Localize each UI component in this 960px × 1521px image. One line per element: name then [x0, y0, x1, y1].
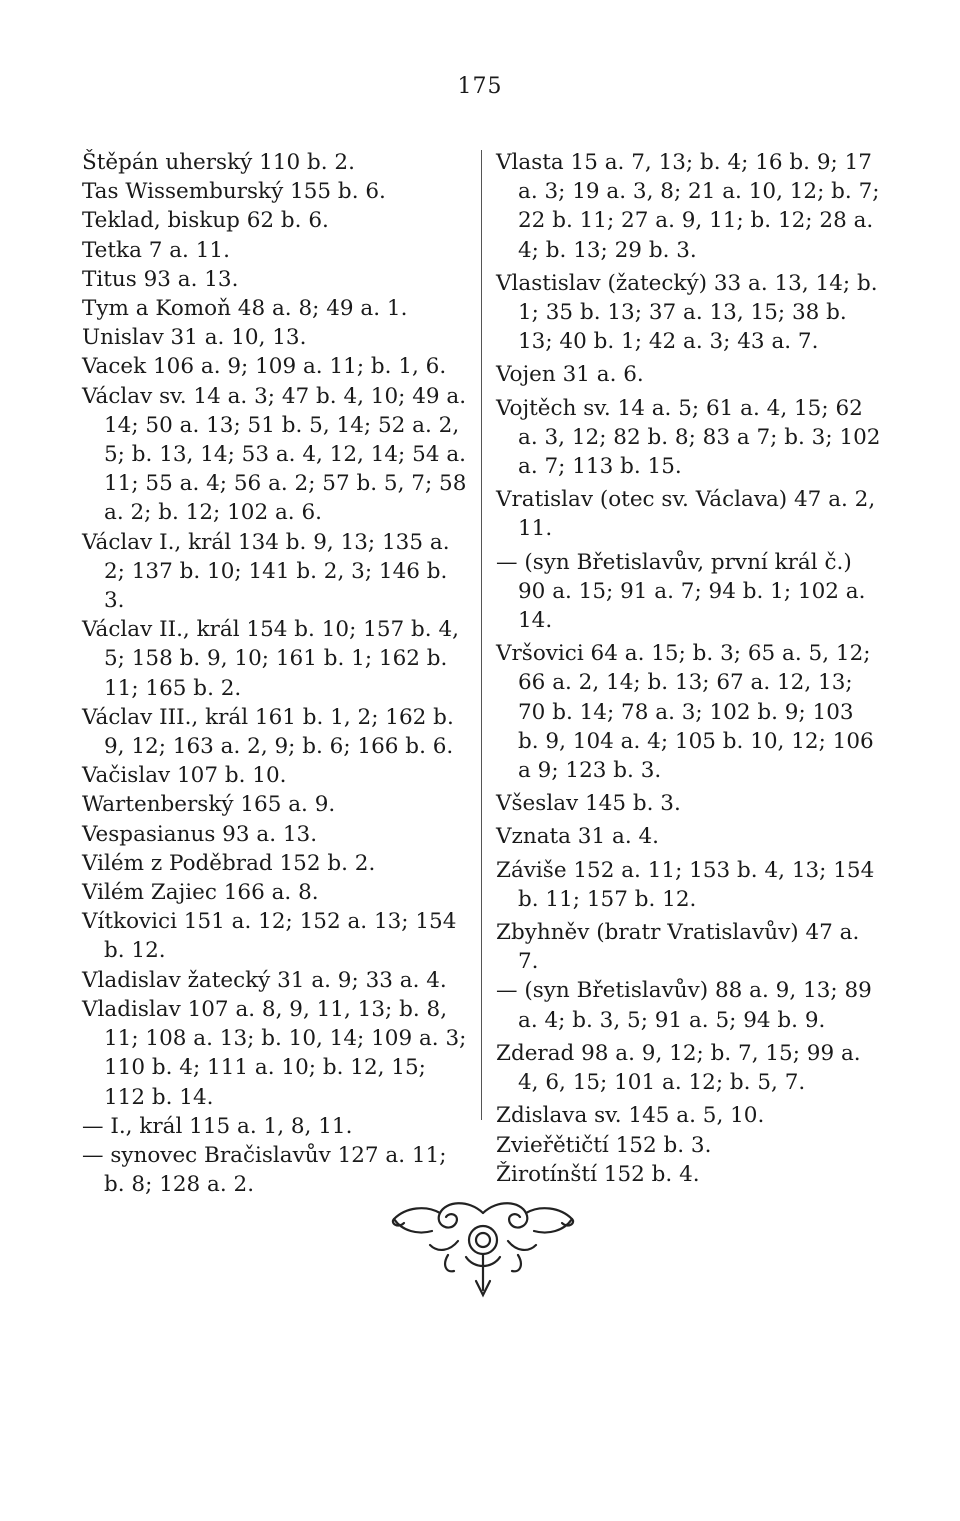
- index-column-right: [496, 148, 881, 1189]
- index-entry: Titus 93 a. 13.: [82, 266, 239, 292]
- index-entry: Tym a Komoň 48 a. 8; 49 a. 1.: [82, 296, 408, 322]
- index-entry: Vacek 106 a. 9; 109 a. 11; b. 1, 6.: [82, 354, 447, 380]
- index-entry: Zdislava sv. 145 a. 5, 10.: [496, 1103, 765, 1129]
- index-entry: Všeslav 145 b. 3.: [496, 791, 681, 817]
- index-entry: Vilém Zajiec 166 a. 8.: [82, 880, 319, 906]
- index-entry: Václav II., král 154 b. 10; 157 b. 4, 5; 158 b. 9, 10; 161 b. 1; 162 b. 11; 165 b. 2.: [82, 617, 459, 701]
- index-entry: — I., král 115 a. 1, 8, 11.: [82, 1113, 353, 1139]
- index-entry: Vratislav (otec sv. Václava) 47 a. 2, 11.: [496, 487, 876, 542]
- index-entry: — synovec Bračislavův 127 a. 11; b. 8; 128 a. 2.: [82, 1142, 447, 1198]
- index-entry: Vojen 31 a. 6.: [496, 362, 644, 388]
- index-entry: Vespasianus 93 a. 13.: [82, 821, 318, 847]
- index-entry: — (syn Břetislavův, první král č.) 90 a. 15; 91 a. 7; 94 b. 1; 102 a. 14.: [496, 549, 866, 634]
- index-entry: Vilém z Poděbrad 152 b. 2.: [82, 850, 376, 876]
- index-column-left: [82, 148, 472, 1199]
- index-entry: Vlasta 15 a. 7, 13; b. 4; 16 b. 9; 17 a. 3; 19 a. 3, 8; 21 a. 10, 12; b. 7; 22 b. 11; 27 a. 9, 11; b. 12; 28 a. 4; b. 13; 29 b. 3.: [496, 150, 880, 263]
- index-entry: Vlastislav (žatecký) 33 a. 13, 14; b. 1; 35 b. 13; 37 a. 13, 15; 38 b. 13; 40 b. 1; 42 a. 3; 43 a. 7.: [496, 270, 878, 355]
- index-entry: Václav sv. 14 a. 3; 47 b. 4, 10; 49 a. 14; 50 a. 13; 51 b. 5, 14; 52 a. 2, 5; b. 13, 14; 53 a. 4, 12, 14; 54 a. 11; 55 a. 4; 56 a. 2; 57 b. 5, 7; 58 a. 2; b. 12; 102 a. 6.: [82, 383, 467, 526]
- index-entry: Václav I., král 134 b. 9, 13; 135 a. 2; 137 b. 10; 141 b. 2, 3; 146 b. 3.: [82, 529, 450, 614]
- index-entry: Vršovici 64 a. 15; b. 3; 65 a. 5, 12; 66 a. 2, 14; b. 13; 67 a. 12, 13; 70 b. 14; 78 a. 3; 102 b. 9; 103 b. 9, 104 a. 4; 105 b. 10, 12; 106 a 9; 123 b. 3.: [496, 641, 874, 784]
- index-entry: Žirotínští 152 b. 4.: [496, 1161, 700, 1187]
- index-entry: Vačislav 107 b. 10.: [82, 763, 287, 789]
- index-entry: Zbyhněv (bratr Vratislavův) 47 a. 7.: [496, 920, 860, 975]
- index-entry: Vladislav žatecký 31 a. 9; 33 a. 4.: [82, 967, 447, 993]
- index-entry: Zderad 98 a. 9, 12; b. 7, 15; 99 a. 4, 6, 15; 101 a. 12; b. 5, 7.: [496, 1040, 861, 1096]
- index-entry: — (syn Břetislavův) 88 a. 9, 13; 89 a. 4; b. 3, 5; 91 a. 5; 94 b. 9.: [496, 978, 872, 1033]
- index-entry: Zvieřětičtí 152 b. 3.: [496, 1132, 712, 1158]
- index-entry: Záviše 152 a. 11; 153 b. 4, 13; 154 b. 11; 157 b. 12.: [496, 857, 875, 912]
- index-entry: Vznata 31 a. 4.: [496, 824, 660, 850]
- index-entry: Vladislav 107 a. 8, 9, 11, 13; b. 8, 11; 108 a. 13; b. 10, 14; 109 a. 3; 110 b. 4; 111 a. 10; b. 12, 15; 112 b. 14.: [82, 996, 467, 1110]
- index-entry: Tas Wissemburský 155 b. 6.: [82, 179, 386, 205]
- index-entry: Václav III., král 161 b. 1, 2; 162 b. 9, 12; 163 a. 2, 9; b. 6; 166 b. 6.: [82, 704, 454, 760]
- index-entry: Vítkovici 151 a. 12; 152 a. 13; 154 b. 12.: [82, 909, 457, 964]
- index-entry: Vojtěch sv. 14 a. 5; 61 a. 4, 15; 62 a. 3, 12; 82 b. 8; 83 a 7; b. 3; 102 a. 7; 113 b. 15.: [496, 395, 881, 480]
- index-entry: Wartenberský 165 a. 9.: [82, 792, 336, 818]
- index-entry: Unislav 31 a. 10, 13.: [82, 325, 307, 351]
- scroll-ornament-icon: [388, 1195, 578, 1300]
- index-entry: Štěpán uherský 110 b. 2.: [82, 150, 355, 175]
- page-number: 175: [457, 74, 503, 99]
- column-divider: [481, 150, 482, 1120]
- index-entry: Tetka 7 a. 11.: [82, 237, 230, 263]
- index-entry: Teklad, biskup 62 b. 6.: [82, 208, 329, 234]
